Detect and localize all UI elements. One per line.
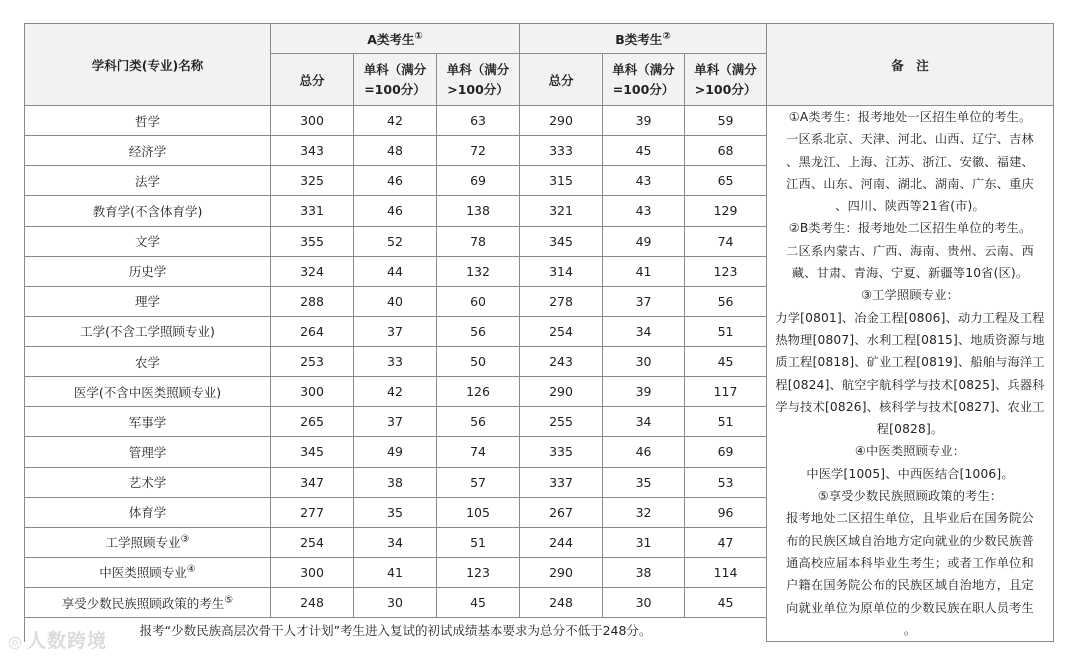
subject-name: 哲学 <box>134 113 160 129</box>
remarks-line: ④中医类照顾专业： <box>854 444 966 459</box>
b-single-gt100-line1: 单科（满分 <box>694 61 757 77</box>
score-cell-a-total: 331 <box>271 196 354 226</box>
score-cell-a-total: 277 <box>271 497 354 527</box>
subject-name: 法学 <box>134 173 160 189</box>
subject-name: 享受少数民族照顾政策的考生 <box>61 595 225 611</box>
score-cell-b-gt100: 47 <box>685 527 767 557</box>
subject-cell <box>25 347 271 377</box>
b-single-gt100-header <box>685 54 767 106</box>
b-single-100-line1: 单科（满分 <box>612 61 675 77</box>
score-cell-a-gt100: 51 <box>437 527 520 557</box>
b-single-100-line2: =100分） <box>612 81 675 97</box>
score-cell-a-gt100: 138 <box>437 196 520 226</box>
score-cell-b-gt100: 53 <box>685 467 767 497</box>
footnote-text: 报考“少数民族高层次骨干人才计划”考生进入复试的初试成绩基本要求为总分不低于248分。 <box>25 618 767 642</box>
subject-name: 医学(不含中医类照顾专业) <box>73 384 222 400</box>
remarks-line: 一区系北京、天津、河北、山西、辽宁、吉林 <box>786 132 1034 147</box>
score-cell-a-total: 300 <box>271 377 354 407</box>
a-single-gt100-line1: 单科（满分 <box>446 61 510 77</box>
score-cell-a-100: 30 <box>354 588 437 618</box>
a-single-100-header <box>354 54 437 106</box>
subject-cell <box>25 497 271 527</box>
score-cell-b-gt100: 51 <box>685 407 767 437</box>
subject-name: 农学 <box>134 354 160 370</box>
score-cell-b-total: 314 <box>520 256 603 286</box>
score-cell-a-100: 46 <box>354 196 437 226</box>
score-cell-a-100: 49 <box>354 437 437 467</box>
remarks-line: 力学[0801]、冶金工程[0806]、动力工程及工程 <box>775 310 1045 325</box>
score-cell-b-100: 39 <box>603 377 685 407</box>
score-table <box>24 23 1054 642</box>
group-a-header <box>271 24 520 54</box>
score-cell-a-100: 40 <box>354 286 437 316</box>
score-cell-b-100: 34 <box>603 407 685 437</box>
group-b-label: B类考生 <box>615 31 663 47</box>
subject-name: 工学(不含工学照顾专业) <box>80 324 215 340</box>
subject-name: 艺术学 <box>128 475 167 491</box>
score-cell-a-gt100: 50 <box>437 347 520 377</box>
remarks-line: 江西、山东、河南、湖北、湖南、广东、重庆 <box>786 176 1034 191</box>
subject-cell <box>25 527 271 557</box>
score-cell-b-total: 337 <box>520 467 603 497</box>
watermark-text: 人数跨境 <box>26 630 107 652</box>
score-cell-b-total: 345 <box>520 226 603 256</box>
subject-footnote-mark: ④ <box>186 564 196 576</box>
score-cell-a-100: 46 <box>354 166 437 196</box>
score-cell-b-gt100: 117 <box>685 377 767 407</box>
score-cell-a-gt100: 57 <box>437 467 520 497</box>
score-cell-b-gt100: 129 <box>685 196 767 226</box>
score-cell-b-100: 35 <box>603 467 685 497</box>
remarks-header: 备 注 <box>767 24 1054 106</box>
subject-cell <box>25 467 271 497</box>
group-b-header <box>520 24 767 54</box>
subject-cell <box>25 407 271 437</box>
subject-cell <box>25 106 271 136</box>
remarks-line: 户籍在国务院公布的民族区域自治地方，且定 <box>786 578 1034 593</box>
score-cell-b-100: 34 <box>603 316 685 346</box>
subject-cell <box>25 226 271 256</box>
score-cell-b-gt100: 45 <box>685 588 767 618</box>
subject-name: 理学 <box>134 294 160 310</box>
score-cell-b-gt100: 45 <box>685 347 767 377</box>
score-cell-b-total: 321 <box>520 196 603 226</box>
score-cell-a-100: 37 <box>354 407 437 437</box>
score-cell-b-100: 46 <box>603 437 685 467</box>
score-cell-b-100: 41 <box>603 256 685 286</box>
score-cell-b-gt100: 114 <box>685 557 767 587</box>
remarks-line: ⑤享受少数民族照顾政策的考生： <box>817 489 1003 504</box>
score-cell-a-gt100: 60 <box>437 286 520 316</box>
subject-name: 管理学 <box>128 444 167 460</box>
score-cell-a-gt100: 74 <box>437 437 520 467</box>
score-cell-b-gt100: 68 <box>685 136 767 166</box>
score-cell-a-gt100: 63 <box>437 106 520 136</box>
score-cell-b-100: 30 <box>603 588 685 618</box>
remarks-line: 报考地处二区招生单位，且毕业后在国务院公 <box>786 511 1034 526</box>
subject-footnote-mark: ⑤ <box>224 594 234 606</box>
score-cell-a-100: 42 <box>354 377 437 407</box>
remarks-line: 质工程[0818]、矿业工程[0819]、船舶与海洋工 <box>775 355 1045 370</box>
score-cell-a-gt100: 69 <box>437 166 520 196</box>
a-total-header: 总分 <box>271 54 354 106</box>
remarks-line: 学与技术[0826]、核科学与技术[0827]、农业工 <box>775 399 1045 414</box>
a-single-gt100-line2: >100分） <box>447 81 509 97</box>
subject-cell <box>25 437 271 467</box>
subject-name: 经济学 <box>128 143 167 159</box>
score-cell-a-gt100: 132 <box>437 256 520 286</box>
remarks-line: ②B类考生：报考地处二区招生单位的考生。 <box>788 221 1032 236</box>
score-cell-a-gt100: 78 <box>437 226 520 256</box>
score-cell-a-gt100: 72 <box>437 136 520 166</box>
score-cell-b-100: 43 <box>603 196 685 226</box>
remarks-line: 通高校应届本科毕业生考生；或者工作单位和 <box>786 555 1034 570</box>
a-single-100-line2: =100分） <box>364 81 426 97</box>
score-cell-b-total: 290 <box>520 106 603 136</box>
score-cell-b-100: 43 <box>603 166 685 196</box>
score-cell-a-total: 343 <box>271 136 354 166</box>
a-single-100-line1: 单科（满分 <box>363 61 427 77</box>
score-cell-a-100: 41 <box>354 557 437 587</box>
subject-cell <box>25 286 271 316</box>
subject-name: 军事学 <box>128 414 167 430</box>
score-cell-a-total: 345 <box>271 437 354 467</box>
score-cell-a-total: 325 <box>271 166 354 196</box>
score-cell-b-total: 333 <box>520 136 603 166</box>
b-total-header: 总分 <box>520 54 603 106</box>
score-cell-b-gt100: 69 <box>685 437 767 467</box>
score-cell-a-total: 264 <box>271 316 354 346</box>
remarks-line: ③工学照顾专业： <box>861 288 959 303</box>
score-cell-a-total: 254 <box>271 527 354 557</box>
score-cell-b-100: 39 <box>603 106 685 136</box>
score-cell-a-100: 38 <box>354 467 437 497</box>
score-cell-b-gt100: 123 <box>685 256 767 286</box>
subject-cell <box>25 316 271 346</box>
subject-name: 教育学(不含体育学) <box>92 203 203 219</box>
score-cell-a-total: 355 <box>271 226 354 256</box>
score-cell-b-total: 267 <box>520 497 603 527</box>
subject-name: 文学 <box>134 234 160 250</box>
subject-cell <box>25 256 271 286</box>
subject-name: 历史学 <box>128 264 167 280</box>
score-cell-a-gt100: 45 <box>437 588 520 618</box>
subject-column-header: 学科门类(专业)名称 <box>25 24 271 106</box>
score-cell-b-total: 315 <box>520 166 603 196</box>
remarks-line: 中医学[1005]、中西医结合[1006]。 <box>806 466 1014 481</box>
score-cell-b-total: 290 <box>520 557 603 587</box>
score-cell-a-100: 33 <box>354 347 437 377</box>
remarks-line: 。 <box>903 622 917 637</box>
score-cell-b-100: 30 <box>603 347 685 377</box>
remarks-line: 、四川、陕西等21省(市)。 <box>835 199 985 214</box>
subject-cell <box>25 377 271 407</box>
score-cell-b-gt100: 74 <box>685 226 767 256</box>
table-row <box>25 106 1054 136</box>
remarks-line: ①A类考生：报考地处一区招生单位的考生。 <box>788 110 1032 124</box>
score-cell-b-total: 335 <box>520 437 603 467</box>
score-cell-b-total: 248 <box>520 588 603 618</box>
a-single-gt100-header <box>437 54 520 106</box>
score-cell-b-100: 45 <box>603 136 685 166</box>
score-cell-b-total: 244 <box>520 527 603 557</box>
b-single-100-header <box>603 54 685 106</box>
score-cell-b-gt100: 59 <box>685 106 767 136</box>
score-cell-a-total: 300 <box>271 557 354 587</box>
subject-cell <box>25 136 271 166</box>
score-cell-a-100: 48 <box>354 136 437 166</box>
score-cell-a-gt100: 56 <box>437 407 520 437</box>
score-cell-b-100: 49 <box>603 226 685 256</box>
remarks-line: 二区系内蒙古、广西、海南、贵州、云南、西 <box>786 243 1034 258</box>
group-a-mark: ① <box>414 30 423 42</box>
group-a-label: A类考生 <box>367 31 415 47</box>
score-cell-a-gt100: 105 <box>437 497 520 527</box>
score-cell-a-total: 248 <box>271 588 354 618</box>
score-cell-b-gt100: 51 <box>685 316 767 346</box>
subject-cell <box>25 166 271 196</box>
score-cell-b-gt100: 56 <box>685 286 767 316</box>
remarks-line: 藏、甘肃、青海、宁夏、新疆等10省(区)。 <box>791 266 1029 281</box>
watermark <box>8 626 107 653</box>
subject-cell <box>25 196 271 226</box>
score-cell-b-total: 255 <box>520 407 603 437</box>
score-cell-b-gt100: 96 <box>685 497 767 527</box>
score-cell-a-100: 34 <box>354 527 437 557</box>
subject-name: 体育学 <box>128 505 167 521</box>
score-cell-a-total: 347 <box>271 467 354 497</box>
remarks-cell <box>767 106 1054 642</box>
remarks-line: 布的民族区域自治地方定向就业的少数民族普 <box>786 533 1034 548</box>
watermark-logo-icon: ◎ <box>8 632 23 651</box>
group-b-mark: ② <box>662 30 671 42</box>
score-cell-a-total: 300 <box>271 106 354 136</box>
remarks-line: 程[0828]。 <box>876 422 944 437</box>
subject-name: 中医类照顾专业 <box>99 565 187 581</box>
score-cell-b-100: 31 <box>603 527 685 557</box>
subject-footnote-mark: ③ <box>180 534 190 546</box>
score-cell-b-total: 243 <box>520 347 603 377</box>
score-cell-b-gt100: 65 <box>685 166 767 196</box>
score-cell-b-100: 32 <box>603 497 685 527</box>
score-cell-a-gt100: 56 <box>437 316 520 346</box>
score-cell-a-total: 288 <box>271 286 354 316</box>
subject-name: 工学照顾专业 <box>105 535 181 551</box>
score-cell-a-total: 265 <box>271 407 354 437</box>
score-cell-a-gt100: 123 <box>437 557 520 587</box>
b-single-gt100-line2: >100分） <box>694 81 757 97</box>
score-cell-a-100: 35 <box>354 497 437 527</box>
score-cell-a-100: 52 <box>354 226 437 256</box>
subject-cell <box>25 557 271 587</box>
remarks-line: 热物理[0807]、水利工程[0815]、地质资源与地 <box>775 332 1045 347</box>
score-cell-b-100: 37 <box>603 286 685 316</box>
score-cell-a-100: 37 <box>354 316 437 346</box>
score-cell-a-total: 253 <box>271 347 354 377</box>
score-cell-a-total: 324 <box>271 256 354 286</box>
score-cell-b-total: 254 <box>520 316 603 346</box>
score-cell-a-100: 44 <box>354 256 437 286</box>
subject-cell <box>25 588 271 618</box>
remarks-line: 、黑龙江、上海、江苏、浙江、安徽、福建、 <box>786 154 1034 169</box>
score-cell-a-100: 42 <box>354 106 437 136</box>
remarks-line: 向就业单位为原单位的少数民族在职人员考生 <box>786 600 1034 615</box>
score-cell-a-gt100: 126 <box>437 377 520 407</box>
score-cell-b-total: 278 <box>520 286 603 316</box>
remarks-line: 程[0824]、航空宇航科学与技术[0825]、兵器科 <box>775 377 1045 392</box>
score-cell-b-total: 290 <box>520 377 603 407</box>
score-cell-b-100: 38 <box>603 557 685 587</box>
